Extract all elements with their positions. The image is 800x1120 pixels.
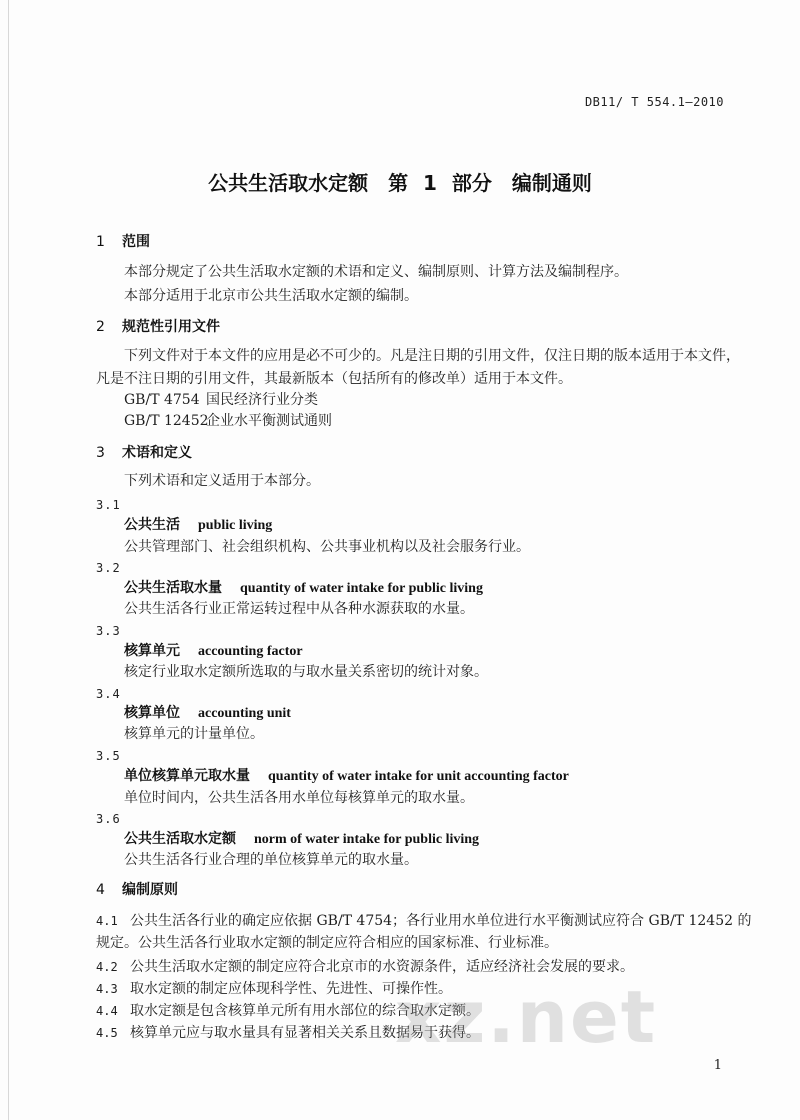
section-title: 范围 bbox=[122, 234, 150, 250]
term-name bbox=[124, 830, 479, 849]
paragraph: 下列术语和定义适用于本部分。 bbox=[124, 473, 320, 489]
term-definition: 公共管理部门、社会组织机构、公共事业机构以及社会服务行业。 bbox=[124, 539, 530, 555]
term-name bbox=[124, 704, 291, 723]
section-2-heading bbox=[96, 318, 220, 336]
term-number: 3.2 bbox=[96, 561, 121, 575]
watermark: xz.net bbox=[395, 975, 658, 1059]
term-definition: 公共生活各行业合理的单位核算单元的取水量。 bbox=[124, 852, 418, 868]
paragraph-line: 下列文件对于本文件的应用是必不可少的。凡是注日期的引用文件，仅注日期的版本适用于本文件， bbox=[124, 348, 740, 364]
section-4-heading bbox=[96, 881, 178, 899]
paragraph-line: 凡是不注日期的引用文件，其最新版本（包括所有的修改单）适用于本文件。 bbox=[96, 371, 572, 387]
section-3-heading bbox=[96, 444, 192, 462]
clause-text: 公共生活取水定额的制定应符合北京市的水资源条件，适应经济社会发展的要求。 bbox=[130, 959, 634, 975]
clause-text: 核算单元应与取水量具有显著相关关系且数据易于获得。 bbox=[130, 1025, 480, 1041]
clause-continuation: 规定。公共生活各行业取水定额的制定应符合相应的国家标准、行业标准。 bbox=[96, 935, 558, 951]
term-definition: 公共生活各行业正常运转过程中从各种水源获取的水量。 bbox=[124, 601, 474, 617]
page-number: 1 bbox=[713, 1058, 722, 1073]
standard-code: DB11/ T 554.1—2010 bbox=[584, 95, 724, 109]
section-title: 术语和定义 bbox=[122, 445, 192, 461]
section-1-heading bbox=[96, 233, 150, 251]
term-number: 3.4 bbox=[96, 687, 121, 701]
term-definition: 核定行业取水定额所选取的与取水量关系密切的统计对象。 bbox=[124, 664, 488, 680]
term-number: 3.5 bbox=[96, 749, 121, 763]
section-number: 4 bbox=[96, 882, 105, 898]
term-number: 3.6 bbox=[96, 812, 121, 826]
clause-number: 4.1 bbox=[96, 914, 118, 928]
section-title: 编制原则 bbox=[122, 882, 178, 898]
clause-number: 4.4 bbox=[96, 1004, 118, 1018]
paragraph: 本部分适用于北京市公共生活取水定额的编制。 bbox=[124, 288, 418, 304]
section-number: 3 bbox=[96, 445, 105, 461]
reference-code: GB/T 4754 bbox=[124, 392, 200, 408]
clause-text: 取水定额的制定应体现科学性、先进性、可操作性。 bbox=[130, 981, 452, 997]
term-definition: 核算单元的计量单位。 bbox=[124, 726, 264, 742]
clause-number: 4.3 bbox=[96, 982, 118, 996]
term-cn: 核算单位 bbox=[124, 705, 180, 721]
term-name bbox=[124, 642, 303, 661]
term-cn: 核算单元 bbox=[124, 643, 180, 659]
term-en: accounting unit bbox=[198, 706, 291, 721]
clause bbox=[96, 912, 751, 930]
clause-number: 4.2 bbox=[96, 960, 118, 974]
clause-text: 公共生活各行业的确定应依据 GB/T 4754；各行业用水单位进行水平衡测试应符合 GB/T 12452 的 bbox=[130, 913, 752, 929]
section-number: 1 bbox=[96, 234, 105, 250]
reference-item bbox=[124, 391, 318, 409]
section-title: 规范性引用文件 bbox=[122, 319, 220, 335]
term-name bbox=[124, 579, 483, 598]
term-cn: 公共生活 bbox=[124, 517, 180, 533]
term-number: 3.1 bbox=[96, 498, 121, 512]
clause-text: 取水定额是包含核算单元所有用水部位的综合取水定额。 bbox=[130, 1003, 480, 1019]
term-en: public living bbox=[198, 518, 273, 533]
term-en: norm of water intake for public living bbox=[254, 832, 480, 847]
term-cn: 公共生活取水定额 bbox=[124, 831, 236, 847]
term-en: quantity of water intake for public living bbox=[240, 581, 483, 596]
reference-name: 国民经济行业分类 bbox=[206, 392, 318, 408]
reference-code: GB/T 12452 bbox=[124, 413, 209, 429]
term-name bbox=[124, 516, 272, 535]
term-definition: 单位时间内，公共生活各用水单位每核算单元的取水量。 bbox=[124, 790, 474, 806]
term-en: accounting factor bbox=[198, 644, 303, 659]
term-cn: 公共生活取水量 bbox=[124, 580, 222, 596]
term-en: quantity of water intake for unit accounting factor bbox=[268, 769, 569, 784]
term-name bbox=[124, 767, 569, 786]
reference-name: 企业水平衡测试通则 bbox=[206, 413, 332, 429]
clause-number: 4.5 bbox=[96, 1026, 118, 1040]
term-number: 3.3 bbox=[96, 624, 121, 638]
document-title: 公共生活取水定额 第 1 部分 编制通则 bbox=[208, 171, 592, 195]
clause bbox=[96, 958, 634, 976]
section-number: 2 bbox=[96, 319, 105, 335]
paragraph: 本部分规定了公共生活取水定额的术语和定义、编制原则、计算方法及编制程序。 bbox=[124, 264, 628, 280]
reference-item bbox=[124, 412, 332, 430]
term-cn: 单位核算单元取水量 bbox=[124, 768, 250, 784]
